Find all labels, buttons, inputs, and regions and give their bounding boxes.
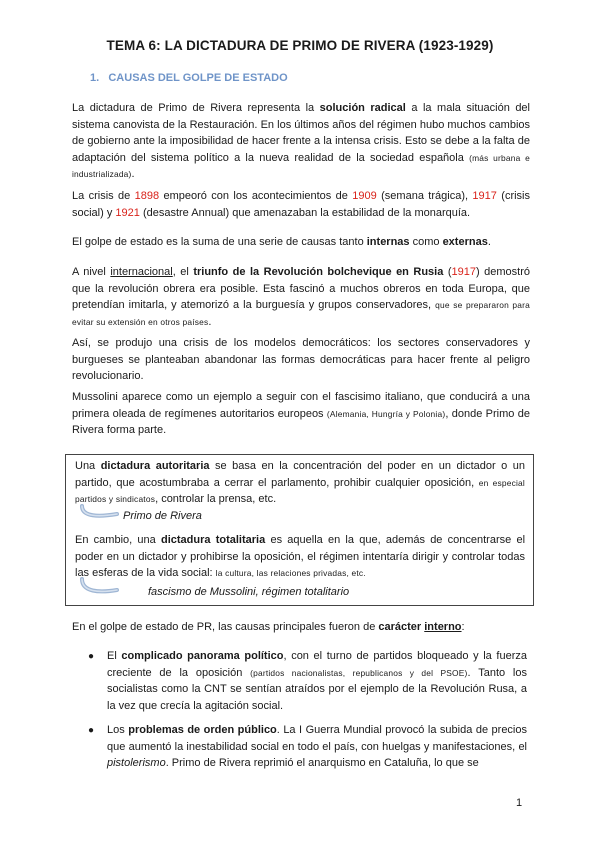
definition-authoritarian: Una dictadura autoritaria se basa en la concentración del poder en un dictador o un partido, que acostumbraba a cerrar el parlamento, prohibir cualquier oposición, en especial partidos y sindicatos, controlar la prensa, etc. (75, 460, 526, 506)
paragraph-7: En el golpe de estado de PR, las causas principales fueron de carácter interno: (72, 621, 465, 633)
paragraph-2: La crisis de 1898 empeoró con los acontecimientos de 1909 (semana trágica), 1917 (crisis social) y 1921 (desastre Annual) que amenazaban la estabilidad de la monarquía. (72, 190, 530, 219)
definition-box (65, 454, 534, 606)
paragraph-6: Mussolini aparece como un ejemplo a seguir con el fascisimo italiano, que conducirá a una primera oleada de regímenes autoritarios europeos (Alemania, Hungría y Polonia), donde Primo de Rivera forma parte. (72, 391, 530, 437)
paragraph-5: Así, se produjo una crisis de los modelos democráticos: los sectores conservadores y burgueses se planteaban abandonar las formas democráticas para hacer frente al peligro revolucionario. (72, 337, 530, 383)
curved-arrow-icon (79, 576, 123, 598)
curved-arrow-icon (79, 503, 123, 521)
bullet-marker: ● (88, 651, 95, 662)
definition-totalitarian: En cambio, una dictadura totalitaria es aquella en la que, además de concentrarse el poder en un dictador y prohibirse la oposición, el régimen intentaría dirigir y controlar todas las esferas de la vida social: la cultura, las relaciones privadas, etc. (75, 534, 526, 580)
section-label: CAUSAS DEL GOLPE DE ESTADO (108, 72, 288, 84)
paragraph-3: El golpe de estado es la suma de una serie de causas tanto internas como externas. (72, 236, 491, 248)
bullet-marker: ● (88, 725, 95, 736)
paragraph-4: A nivel internacional, el triunfo de la Revolución bolchevique en Rusia (1917) demostró que la revolución obrera era posible. Esta fascinó a muchos obreros en toda Europa, que pretendían imitarla, y atemorizó a la burguesía y grupos conservadores, que se prepararon para evitar su extensión en otros países. (72, 266, 531, 328)
section-number: 1. (90, 72, 100, 84)
arrow-label-primo: Primo de Rivera (123, 510, 202, 522)
arrow-label-mussolini: fascismo de Mussolini, régimen totalitario (148, 586, 350, 598)
page-number: 1 (516, 797, 523, 809)
paragraph-1: La dictadura de Primo de Rivera representa la solución radical a la mala situación del sistema canovista de la Restauración. En los últimos años del régimen hubo muchos cambios de gobierno ante la imposibilidad de hacer frente a la intensa crisis. Esto se debe a la falta de adaptación del sistema político a la nueva realidad de la sociedad española (más urbana e industrializada). (72, 102, 530, 181)
list-item: El complicado panorama político, con el turno de partidos bloqueado y la fuerza creciente de la oposición (partidos nacionalistas, republicanos y del PSOE). Tanto los socialistas como la CNT se sentían atraídos por el ejemplo de la Revolución Rusa, a la vez que crecía la agitación social. (107, 650, 527, 712)
section-heading (90, 72, 288, 84)
page-title: TEMA 6: LA DICTADURA DE PRIMO DE RIVERA (1923-1929) (106, 38, 494, 53)
list-item: Los problemas de orden público. La I Guerra Mundial provocó la subida de precios que aumentó la inestabilidad social en todo el país, con huelgas y manifestaciones, el pistolerismo. Primo de Rivera reprimió el anarquismo en Cataluña, lo que se (107, 724, 527, 770)
